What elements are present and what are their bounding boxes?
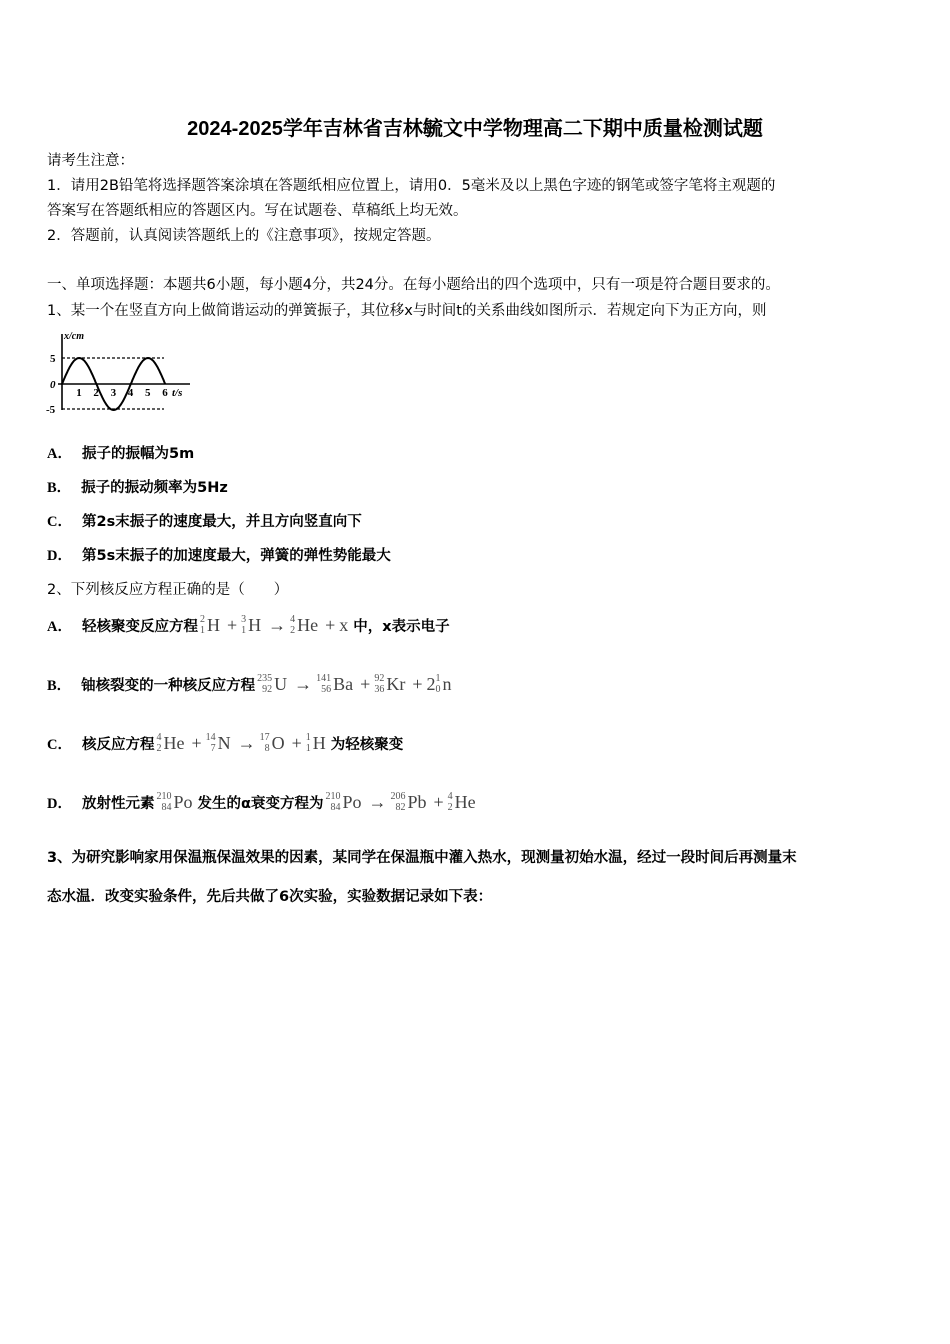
nuclide-symbol: [241, 614, 261, 636]
atomic-number: 1: [199, 625, 205, 636]
nuclide-symbol: [374, 673, 405, 695]
page-title: 2024-2025学年吉林省吉林毓文中学物理高二下期中质量检测试题: [187, 118, 763, 140]
option-text: 发生的α衰变方程为: [197, 795, 324, 812]
mass-number: 4: [290, 614, 296, 625]
x-tick-label: 6: [162, 387, 168, 399]
nuclide-symbol: [448, 791, 476, 813]
element-symbol: He: [297, 614, 319, 635]
question-2-stem: 2、下列核反应方程正确的是（ ）: [47, 582, 289, 598]
plus-operator: +: [226, 614, 238, 635]
nucleon-numbers: [156, 732, 161, 754]
plus-operator: +: [325, 614, 336, 635]
q2-option-c[interactable]: [47, 732, 403, 754]
nuclide-symbol: [325, 791, 361, 813]
coefficient: 2: [426, 673, 436, 694]
nucleon-numbers: [257, 673, 272, 695]
option-letter: B．: [47, 677, 72, 694]
mass-number: 14: [205, 732, 216, 743]
element-symbol: He: [454, 791, 476, 812]
option-letter: A．: [47, 618, 72, 635]
option-text: 核反应方程: [81, 736, 155, 753]
mass-number: 2: [199, 614, 205, 625]
option-letter: B．: [47, 480, 72, 496]
nuclear-equation: [325, 791, 478, 813]
element-symbol: Ba: [333, 673, 354, 694]
atomic-number: 1: [241, 625, 247, 636]
option-letter: D．: [47, 795, 72, 812]
atomic-number: 84: [161, 802, 172, 813]
option-letter: A．: [47, 446, 72, 462]
plus-operator: +: [433, 791, 444, 812]
option-text: 第5s末振子的加速度最大，弹簧的弹性势能最大: [81, 548, 391, 564]
question-3-stem: 3、为研究影响家用保温瓶保温效果的因素，某同学在保温瓶中灌入热水，现测量初始水温，经过一段时间后再测量末: [47, 850, 797, 866]
element-symbol: H: [248, 614, 262, 635]
option-text: 第2s末振子的速度最大，并且方向竖直向下: [81, 514, 362, 530]
x-tick-label: 1: [76, 387, 82, 399]
plus-operator: +: [360, 673, 371, 694]
element-symbol: N: [217, 732, 231, 753]
element-symbol: H: [206, 614, 220, 635]
x-tick-label: 4: [127, 387, 134, 399]
nuclide-symbol: [257, 673, 287, 695]
atomic-number: 2: [156, 743, 162, 754]
nucleon-numbers: [206, 732, 216, 754]
arrow-operator: →: [294, 673, 313, 694]
atomic-number: 0: [435, 684, 441, 695]
atomic-number: 2: [447, 802, 453, 813]
plus-operator: +: [191, 732, 202, 753]
q2-option-b[interactable]: [47, 673, 456, 695]
nucleon-numbers: [260, 732, 270, 754]
atomic-number: 84: [330, 802, 341, 813]
atomic-number: 92: [262, 684, 273, 695]
nuclide-symbol: [426, 673, 451, 695]
mass-number: 3: [241, 614, 247, 625]
nucleon-numbers: [448, 791, 453, 813]
nuclide-symbol: [260, 732, 285, 754]
arrow-operator: →: [268, 614, 287, 635]
mass-number: 206: [390, 791, 406, 802]
nuclide-symbol: [290, 614, 318, 636]
nucleon-numbers: [374, 673, 384, 695]
element-symbol: O: [271, 732, 285, 753]
x-axis-label: t/s: [172, 387, 183, 399]
option-text: 铀核裂变的一种核反应方程: [81, 677, 256, 694]
option-text: 振子的振动频率为5Hz: [81, 480, 228, 496]
nuclide-symbol: [156, 732, 184, 754]
option-letter: C．: [47, 736, 72, 753]
question-1-stem: 1、某一个在竖直方向上做简谐运动的弹簧振子，其位移x与时间t的关系曲线如图所示．若规定向下为正方向，则: [47, 303, 767, 319]
element-symbol: x: [339, 614, 349, 635]
atomic-number: 36: [374, 684, 385, 695]
section-heading: 一、单项选择题：本题共6小题，每小题4分，共24分。在每小题给出的四个选项中，只有一项是符合题目要求的。: [47, 277, 780, 293]
y-tick-label: 0: [50, 379, 56, 391]
nucleon-numbers: [435, 673, 440, 695]
x-tick-label: 3: [110, 387, 117, 399]
y-axis-label: x/cm: [64, 331, 84, 342]
plus-operator: +: [412, 673, 423, 694]
element-symbol: Kr: [386, 673, 406, 694]
question-3-stem: 态水温．改变实验条件，先后共做了6次实验，实验数据记录如下表：: [47, 889, 493, 905]
atomic-number: 56: [321, 684, 332, 695]
nuclear-equation: [156, 732, 328, 754]
nuclide-symbol: [200, 614, 220, 636]
element-symbol: Po: [173, 791, 193, 812]
mass-number: 4: [447, 791, 453, 802]
nucleon-numbers: [156, 791, 171, 813]
option-text: 轻核聚变反应方程: [81, 618, 198, 635]
element-symbol: He: [163, 732, 185, 753]
mass-number: 1: [435, 673, 441, 684]
q2-option-a[interactable]: [47, 614, 450, 636]
mass-number: 235: [257, 673, 273, 684]
mass-number: 210: [156, 791, 172, 802]
option-letter: D．: [47, 548, 72, 564]
nuclide-symbol: [339, 615, 348, 636]
arrow-operator: →: [368, 791, 387, 812]
q2-option-d[interactable]: [47, 791, 481, 813]
element-symbol: Pb: [407, 791, 427, 812]
option-text: 振子的振幅为5m: [81, 446, 195, 462]
nuclear-equation: [257, 673, 454, 695]
q1-option-c[interactable]: [47, 512, 362, 532]
nuclide-symbol: [206, 732, 231, 754]
notice-line: 2．答题前，认真阅读答题纸上的《注意事项》，按规定答题。: [47, 228, 441, 244]
option-text: 放射性元素: [81, 795, 155, 812]
arrow-operator: →: [237, 732, 256, 753]
q1-option-d[interactable]: [47, 546, 391, 566]
element-symbol: n: [442, 673, 452, 694]
mass-number: 210: [325, 791, 341, 802]
mass-number: 4: [156, 732, 162, 743]
q1-option-a[interactable]: [47, 444, 194, 464]
nuclide-symbol: [316, 673, 353, 695]
nucleon-numbers: [390, 791, 405, 813]
atomic-number: 7: [210, 743, 216, 754]
element-symbol: H: [312, 732, 326, 753]
nucleon-numbers: [306, 732, 311, 754]
nucleon-numbers: [241, 614, 246, 636]
nuclide-symbol: [156, 791, 192, 813]
x-tick-label: 5: [145, 387, 151, 399]
notice-heading: 请考生注意：: [47, 153, 134, 169]
element-symbol: U: [274, 673, 288, 694]
notice-line: 1．请用2B铅笔将选择题答案涂填在答题纸相应位置上，请用0．5毫米及以上黑色字迹的钢笔或签字笔将主观题的: [47, 178, 776, 194]
notice-line: 答案写在答题纸相应的答题区内。写在试题卷、草稿纸上均无效。: [47, 203, 468, 219]
nucleon-numbers: [316, 673, 331, 695]
displacement-time-graph: [44, 328, 194, 418]
option-text: 为轻核聚变: [330, 736, 404, 753]
y-tick-label: -5: [46, 404, 56, 416]
q1-option-b[interactable]: [47, 478, 228, 498]
nucleon-numbers: [290, 614, 295, 636]
mass-number: 1: [305, 732, 311, 743]
atomic-number: 82: [395, 802, 406, 813]
option-text: 中，x表示电子: [353, 618, 450, 635]
nucleon-numbers: [325, 791, 340, 813]
mass-number: 17: [259, 732, 270, 743]
mass-number: 92: [374, 673, 385, 684]
plus-operator: +: [291, 732, 302, 753]
nuclide: [156, 791, 195, 813]
x-tick-label: 2: [93, 387, 99, 399]
atomic-number: 2: [290, 625, 296, 636]
nuclide-symbol: [306, 732, 326, 754]
nuclear-equation: [200, 614, 351, 636]
y-tick-label: 5: [50, 353, 56, 365]
nuclide-symbol: [390, 791, 426, 813]
option-letter: C．: [47, 514, 72, 530]
atomic-number: 8: [264, 743, 270, 754]
nucleon-numbers: [200, 614, 205, 636]
atomic-number: 1: [305, 743, 311, 754]
mass-number: 141: [316, 673, 332, 684]
element-symbol: Po: [342, 791, 362, 812]
